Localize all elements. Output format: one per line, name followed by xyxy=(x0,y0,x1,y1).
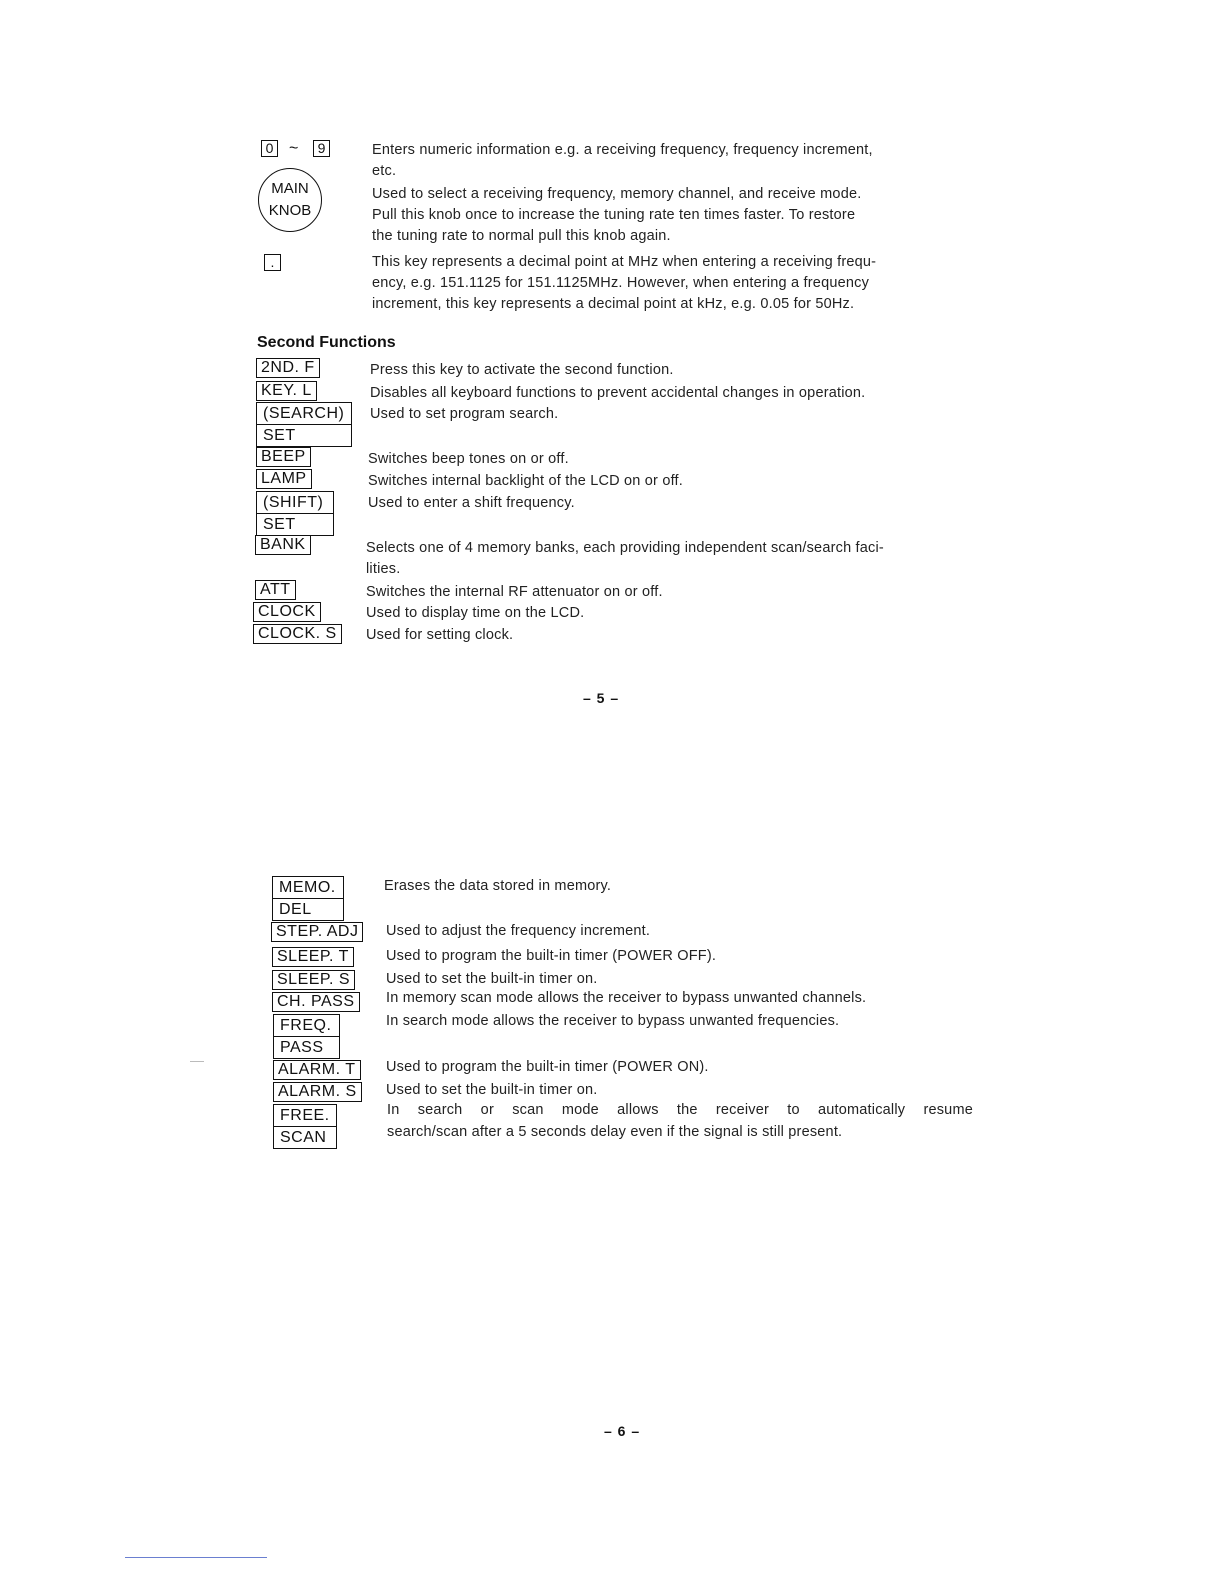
key-0: 0 xyxy=(261,140,278,157)
key-memo-del xyxy=(272,876,344,921)
key-lamp: LAMP xyxy=(256,469,312,489)
desc-lamp: Switches internal backlight of the LCD on or off. xyxy=(368,473,684,489)
knob-desc-line2: Pull this knob once to increase the tuning rate ten times faster. To restore xyxy=(372,207,856,223)
desc-free-scan-line2: search/scan after a 5 seconds delay even if the signal is still present. xyxy=(387,1124,843,1140)
knob-label-1: MAIN xyxy=(271,180,309,197)
key-bank: BANK xyxy=(255,535,311,555)
desc-search-set: Used to set program search. xyxy=(370,406,559,422)
dot-desc-line1: This key represents a decimal point at MHz when entering a receiving frequ- xyxy=(372,254,877,270)
desc-bank-line2: lities. xyxy=(366,561,401,577)
desc-ch-pass: In memory scan mode allows the receiver to bypass unwanted channels. xyxy=(386,990,867,1006)
desc-freq-pass: In search mode allows the receiver to bypass unwanted frequencies. xyxy=(386,1013,840,1029)
key-scan-label: SCAN xyxy=(274,1126,336,1148)
key-att: ATT xyxy=(255,580,296,600)
dot-desc-line3: increment, this key represents a decimal point at kHz, e.g. 0.05 for 50Hz. xyxy=(372,296,855,312)
desc-free-scan-line1: In search or scan mode allows the receiver to automatically resume xyxy=(387,1102,973,1118)
footer-rule xyxy=(125,1557,267,1558)
key-search-set xyxy=(256,402,352,447)
key-sleep-s: SLEEP. S xyxy=(272,970,355,990)
desc-alarm-t: Used to program the built-in timer (POWER ON). xyxy=(386,1059,709,1075)
desc-shift-set: Used to enter a shift frequency. xyxy=(368,495,575,511)
page-number-6: – 6 – xyxy=(604,1423,641,1439)
decimal-key: . xyxy=(264,254,281,271)
key-pass-label: PASS xyxy=(274,1036,339,1058)
digits-desc-line2: etc. xyxy=(372,163,397,179)
key-freq-pass xyxy=(273,1014,340,1059)
key-shift-label: (SHIFT) xyxy=(263,494,324,511)
desc-att: Switches the internal RF attenuator on or off. xyxy=(366,584,663,600)
key-step-adj: STEP. ADJ xyxy=(271,922,363,942)
key-memo-label: MEMO. xyxy=(279,879,336,896)
key-search-set-label: SET xyxy=(257,424,351,446)
dot-desc-line2: ency, e.g. 151.1125 for 151.1125MHz. However, when entering a frequency xyxy=(372,275,870,291)
key-search-label: (SEARCH) xyxy=(263,405,345,422)
key-9: 9 xyxy=(313,140,330,157)
page-number-5: – 5 – xyxy=(583,690,620,706)
knob-label-2: KNOB xyxy=(268,202,312,219)
scan-mark xyxy=(190,1061,204,1062)
desc-sleep-t: Used to program the built-in timer (POWER OFF). xyxy=(386,948,717,964)
key-del-label: DEL xyxy=(273,898,343,920)
digits-desc-line1: Enters numeric information e.g. a receiving frequency, frequency increment, xyxy=(372,142,873,158)
key-ch-pass: CH. PASS xyxy=(272,992,360,1012)
desc-alarm-s: Used to set the built-in timer on. xyxy=(386,1082,598,1098)
key-free-label: FREE. xyxy=(280,1107,330,1124)
key-sleep-t: SLEEP. T xyxy=(272,947,354,967)
knob-desc-line3: the tuning rate to normal pull this knob again. xyxy=(372,228,671,244)
desc-bank-line1: Selects one of 4 memory banks, each providing independent scan/search faci- xyxy=(366,540,884,556)
main-knob-icon xyxy=(258,168,322,232)
key-alarm-s: ALARM. S xyxy=(273,1082,362,1102)
desc-clock: Used to display time on the LCD. xyxy=(366,605,585,621)
knob-desc-line1: Used to select a receiving frequency, memory channel, and receive mode. xyxy=(372,186,862,202)
tilde-separator: ~ xyxy=(289,140,299,157)
desc-memo-del: Erases the data stored in memory. xyxy=(384,878,612,894)
desc-clock-s: Used for setting clock. xyxy=(366,627,514,643)
desc-step-adj: Used to adjust the frequency increment. xyxy=(386,923,651,939)
desc-key-l: Disables all keyboard functions to prevent accidental changes in operation. xyxy=(370,385,866,401)
key-shift-set-label: SET xyxy=(257,513,333,535)
key-clock: CLOCK xyxy=(253,602,321,622)
key-beep: BEEP xyxy=(256,447,311,467)
key-shift-set xyxy=(256,491,334,536)
key-freq-label: FREQ. xyxy=(280,1017,332,1034)
key-clock-s: CLOCK. S xyxy=(253,624,342,644)
key-2nd-f: 2ND. F xyxy=(256,358,320,378)
desc-beep: Switches beep tones on or off. xyxy=(368,451,569,467)
key-alarm-t: ALARM. T xyxy=(273,1060,361,1080)
key-free-scan xyxy=(273,1104,337,1149)
desc-2nd-f: Press this key to activate the second function. xyxy=(370,362,674,378)
key-key-l: KEY. L xyxy=(256,381,317,401)
desc-sleep-s: Used to set the built-in timer on. xyxy=(386,971,598,987)
section-heading: Second Functions xyxy=(257,334,396,351)
